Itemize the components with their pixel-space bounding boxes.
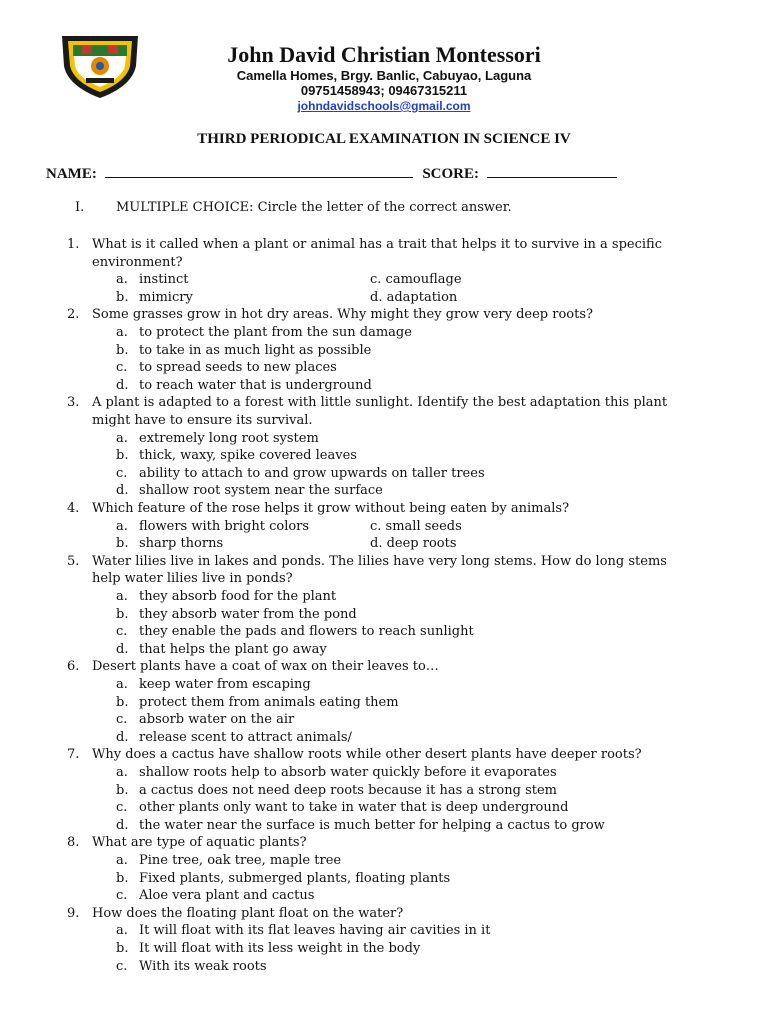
option-letter: c. xyxy=(116,360,128,376)
option-letter: c. xyxy=(116,712,128,728)
option-text: It will float with its flat leaves having air cavities in it xyxy=(139,923,491,939)
school-email-link[interactable]: johndavidschools@gmail.com xyxy=(297,99,471,113)
question-text: Some grasses grow in hot dry areas. Why might they grow very deep roots? xyxy=(92,307,593,323)
school-address: Camella Homes, Brgy. Banlic, Cabuyao, Laguna xyxy=(236,68,532,83)
option-text: to take in as much light as possible xyxy=(139,342,372,358)
question-text: What is it called when a plant or animal has a trait that helps it to survive in a specific xyxy=(92,237,662,252)
question-number: 3. xyxy=(67,395,80,411)
option-text: keep water from escaping xyxy=(139,677,311,692)
question-text: A plant is adapted to a forest with little sunlight. Identify the best adaptation this plant xyxy=(92,395,668,411)
option-letter: b. xyxy=(116,342,129,358)
option-letter: c. xyxy=(116,958,128,974)
question-text: Desert plants have a coat of wax on their leaves to… xyxy=(92,659,439,675)
question-text: might have to ensure its survival. xyxy=(92,413,313,428)
option-text: mimicry xyxy=(139,289,193,305)
option-text: shallow root system near the surface xyxy=(139,483,383,499)
option-text: Pine tree, oak tree, maple tree xyxy=(139,853,342,868)
question-number: 2. xyxy=(67,307,80,323)
school-name: John David Christian Montessori xyxy=(227,42,541,67)
option-letter: d. xyxy=(116,483,129,499)
option-text: sharp thorns xyxy=(139,536,224,552)
option-text: Fixed plants, submerged plants, floating plants xyxy=(139,870,451,886)
option-text: shallow roots help to absorb water quickly before it evaporates xyxy=(139,765,557,780)
option-text: they enable the pads and flowers to reach sunlight xyxy=(139,624,474,640)
score-label: SCORE: xyxy=(422,166,480,182)
option-letter: a. xyxy=(116,677,128,692)
option-letter: b. xyxy=(116,289,129,305)
name-score-row xyxy=(46,165,617,183)
option-letter: b. xyxy=(116,782,129,798)
option-letter: a. xyxy=(116,272,128,288)
question-text: Which feature of the rose helps it grow without being eaten by animals? xyxy=(92,501,570,516)
option-letter: a. xyxy=(116,765,128,780)
option-text: the water near the surface is much better for helping a cactus to grow xyxy=(139,817,605,833)
option-letter: a. xyxy=(116,923,128,939)
option-text: thick, waxy, spike covered leaves xyxy=(139,448,357,464)
question-number: 4. xyxy=(67,501,80,516)
option-text-right: c. small seeds xyxy=(370,518,462,534)
school-phones: 09751458943; 09467315211 xyxy=(300,83,468,98)
option-text: release scent to attract animals/ xyxy=(139,729,352,745)
option-text: instinct xyxy=(139,272,189,288)
option-letter: a. xyxy=(116,325,128,340)
option-text: a cactus does not need deep roots because it has a strong stem xyxy=(139,782,557,798)
option-text: extremely long root system xyxy=(139,430,319,446)
question-text: environment? xyxy=(92,254,183,270)
option-text: to spread seeds to new places xyxy=(139,360,337,376)
option-letter: a. xyxy=(116,430,128,446)
question-text: Why does a cactus have shallow roots while other desert plants have deeper roots? xyxy=(92,747,642,763)
option-letter: b. xyxy=(116,606,129,622)
question-number: 1. xyxy=(67,237,80,252)
option-letter: d. xyxy=(116,641,129,657)
question-number: 7. xyxy=(67,747,80,763)
option-text: protect them from animals eating them xyxy=(139,694,399,710)
question-number: 6. xyxy=(67,659,80,675)
option-letter: b. xyxy=(116,536,129,552)
option-text: they absorb water from the pond xyxy=(139,606,357,622)
option-text: absorb water on the air xyxy=(139,712,295,728)
option-letter: b. xyxy=(116,694,129,710)
question-number: 9. xyxy=(67,905,80,921)
option-text-right: c. camouflage xyxy=(370,272,462,288)
question-number: 5. xyxy=(67,553,80,569)
school-seal-icon xyxy=(56,30,144,100)
option-text: to reach water that is underground xyxy=(139,377,372,393)
option-letter: d. xyxy=(116,377,129,393)
question-text: How does the floating plant float on the water? xyxy=(92,905,404,921)
question-text: What are type of aquatic plants? xyxy=(92,835,307,851)
option-text: flowers with bright colors xyxy=(139,518,310,534)
option-text: It will float with its less weight in the body xyxy=(139,941,421,956)
option-text: other plants only want to take in water that is deep underground xyxy=(139,800,569,816)
option-letter: d. xyxy=(116,817,129,833)
option-letter: b. xyxy=(116,941,129,956)
option-letter: c. xyxy=(116,465,128,481)
option-text: ability to attach to and grow upwards on taller trees xyxy=(139,465,485,481)
option-letter: a. xyxy=(116,518,128,534)
section-number: I. xyxy=(75,200,85,215)
section-instructions: MULTIPLE CHOICE: Circle the letter of the correct answer. xyxy=(116,200,512,215)
option-text: to protect the plant from the sun damage xyxy=(139,325,412,340)
option-letter: b. xyxy=(116,870,129,886)
option-letter: d. xyxy=(116,729,129,745)
name-blank-line[interactable] xyxy=(105,165,413,178)
question-number: 8. xyxy=(67,835,80,851)
question-text: help water lilies live in ponds? xyxy=(92,571,293,587)
option-text-right: d. adaptation xyxy=(370,289,458,305)
option-letter: a. xyxy=(116,853,128,868)
option-letter: c. xyxy=(116,624,128,640)
option-letter: b. xyxy=(116,448,129,464)
option-text: Aloe vera plant and cactus xyxy=(139,888,315,904)
option-letter: a. xyxy=(116,589,128,604)
exam-title: THIRD PERIODICAL EXAMINATION IN SCIENCE IV xyxy=(197,131,571,147)
option-letter: c. xyxy=(116,888,128,904)
option-text-right: d. deep roots xyxy=(370,536,457,552)
option-text: that helps the plant go away xyxy=(139,641,327,657)
option-letter: c. xyxy=(116,800,128,816)
option-text: they absorb food for the plant xyxy=(139,589,337,604)
name-label: NAME: xyxy=(46,166,97,182)
question-text: Water lilies live in lakes and ponds. The lilies have very long stems. How do long stems xyxy=(92,553,667,569)
option-text: With its weak roots xyxy=(139,958,267,974)
score-blank-line[interactable] xyxy=(487,165,617,178)
